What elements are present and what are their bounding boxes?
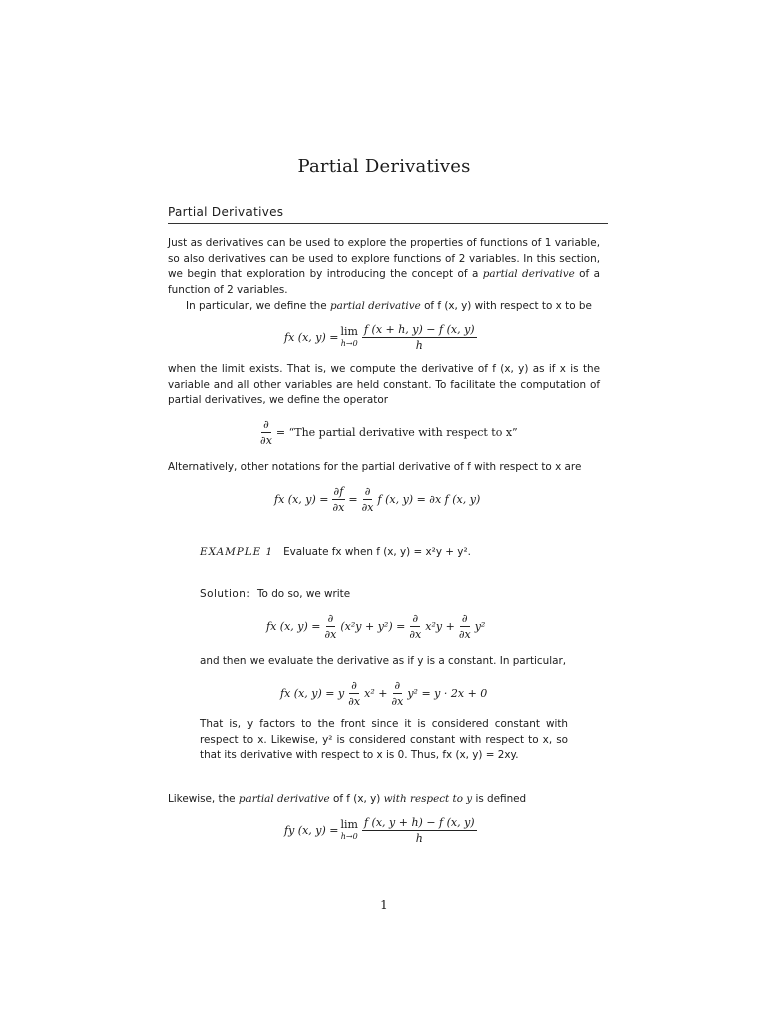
eq5-frac1-den: ∂x bbox=[348, 695, 361, 708]
example-label: EXAMPLE 1 bbox=[200, 546, 274, 558]
eq5-term1: x² + bbox=[364, 687, 388, 700]
eq1-lim-sub: h→0 bbox=[340, 338, 358, 348]
eq4-fraction3 bbox=[457, 612, 473, 641]
eq4-frac1-num: ∂ bbox=[327, 612, 334, 625]
eq3-rhs: f (x, y) = ∂x f (x, y) bbox=[377, 493, 481, 506]
eq5-frac2-den: ∂x bbox=[391, 695, 404, 708]
eq4-fraction1 bbox=[322, 612, 338, 641]
eq1-denominator: h bbox=[415, 339, 423, 352]
eq4-lhs: fx (x, y) = bbox=[266, 620, 321, 633]
example-text: Evaluate fx when f (x, y) = x²y + y². bbox=[283, 546, 471, 558]
eq6-denominator: h bbox=[415, 832, 423, 845]
eq5-lhs: fx (x, y) = y bbox=[280, 687, 345, 700]
eq3-frac1-num: ∂f bbox=[333, 485, 344, 498]
eq1-limit bbox=[340, 326, 357, 350]
paragraph-limit-exists: when the limit exists. That is, we compute the derivative of f (x, y) as if x is the variable and all other variables are held constant. To facilitate the computation of partial derivatives, we define the operator bbox=[168, 363, 600, 407]
eq4-frac1-den: ∂x bbox=[324, 628, 337, 641]
eq6-lhs: fy (x, y) = bbox=[284, 824, 339, 837]
paragraph-notations: Alternatively, other notations for the partial derivative of f with respect to x are bbox=[168, 461, 582, 473]
equation-example-derivative bbox=[266, 612, 485, 641]
eq4-frac2-num: ∂ bbox=[412, 612, 419, 625]
equation-notations bbox=[274, 485, 480, 514]
eq4-fraction2 bbox=[407, 612, 423, 641]
solution-label: Solution: bbox=[200, 588, 251, 600]
eq4-frac2-den: ∂x bbox=[409, 628, 422, 641]
paragraph-evaluate: and then we evaluate the derivative as if y is a constant. In particular, bbox=[200, 655, 567, 667]
eq2-rhs: = “The partial derivative with respect to x” bbox=[275, 426, 518, 439]
equation-operator bbox=[256, 418, 518, 447]
eq4-frac3-den: ∂x bbox=[458, 628, 471, 641]
para1-emphasis: partial derivative bbox=[482, 268, 575, 281]
eq6-numerator: f (x, y + h) − f (x, y) bbox=[363, 816, 475, 829]
eq5-frac2-num: ∂ bbox=[394, 679, 401, 692]
eq4-term1: x²y + bbox=[425, 620, 455, 633]
para2-text2: of f (x, y) with respect to x to be bbox=[420, 300, 592, 312]
eq4-frac3-num: ∂ bbox=[461, 612, 468, 625]
para2-emphasis: partial derivative bbox=[329, 300, 421, 312]
section-heading: Partial Derivatives bbox=[168, 205, 284, 219]
eq3-fraction2 bbox=[360, 485, 376, 514]
eq3-frac1-den: ∂x bbox=[332, 501, 345, 514]
eq3-frac2-num: ∂ bbox=[364, 485, 371, 498]
eq6-fraction bbox=[362, 816, 477, 845]
equation-fy-limit bbox=[284, 816, 479, 845]
eq3-equals: = bbox=[348, 493, 358, 506]
eq1-lim-word: lim bbox=[340, 324, 358, 338]
eq5-term2: y² = y · 2x + 0 bbox=[407, 687, 488, 700]
eq2-fraction bbox=[258, 418, 274, 447]
eq6-limit bbox=[341, 819, 358, 843]
eq3-frac2-den: ∂x bbox=[361, 501, 374, 514]
eq1-fraction bbox=[362, 323, 477, 352]
solution-intro bbox=[200, 587, 568, 603]
page-number: 1 bbox=[380, 898, 388, 912]
para7-text1: Likewise, the bbox=[168, 793, 239, 805]
eq6-lim-sub: h→0 bbox=[340, 831, 358, 841]
eq2-numerator: ∂ bbox=[263, 418, 269, 431]
paragraph-definition bbox=[168, 299, 600, 315]
example-1 bbox=[200, 545, 568, 561]
eq5-fraction1 bbox=[346, 679, 362, 708]
para1-text2: of a function of 2 variables. bbox=[168, 268, 600, 296]
eq3-fraction1 bbox=[330, 485, 346, 514]
eq4-term2: y² bbox=[474, 620, 486, 633]
para7-emphasis2: with respect to y bbox=[383, 793, 473, 805]
eq6-lim-word: lim bbox=[340, 817, 358, 831]
eq1-numerator: f (x + h, y) − f (x, y) bbox=[363, 323, 475, 336]
para7-text2: of f (x, y) bbox=[329, 793, 384, 805]
eq4-mid: (x²y + y²) = bbox=[340, 620, 406, 633]
solution-text: To do so, we write bbox=[256, 588, 351, 600]
eq5-frac1-num: ∂ bbox=[351, 679, 357, 692]
eq1-lhs: fx (x, y) = bbox=[284, 331, 339, 344]
eq5-fraction2 bbox=[389, 679, 405, 708]
paragraph-explanation: That is, y factors to the front since it is considered constant with respect to x. Likewise, y² is considered constant with respect to x, so that its derivative with respect to x is 0. Thus, fx (x, y) = 2xy. bbox=[200, 718, 568, 762]
para1-text1: Just as derivatives can be used to explore the properties of functions of 1 variable, so also derivatives can be used to explore functions of 2 variables. In this section, we begin that exploration by introducing the concept of a bbox=[168, 237, 600, 281]
paragraph-fy-intro bbox=[168, 792, 600, 808]
para2-text1: In particular, we define the bbox=[186, 300, 330, 312]
equation-evaluated bbox=[280, 679, 487, 708]
page-title: Partial Derivatives bbox=[297, 156, 471, 177]
para7-emphasis1: partial derivative bbox=[238, 793, 330, 805]
eq2-denominator: ∂x bbox=[260, 434, 272, 447]
para7-text3: is defined bbox=[472, 793, 527, 805]
eq3-lhs: fx (x, y) = bbox=[274, 493, 329, 506]
equation-fx-limit bbox=[284, 323, 479, 352]
paragraph-intro bbox=[168, 236, 600, 298]
section-rule bbox=[168, 223, 608, 224]
